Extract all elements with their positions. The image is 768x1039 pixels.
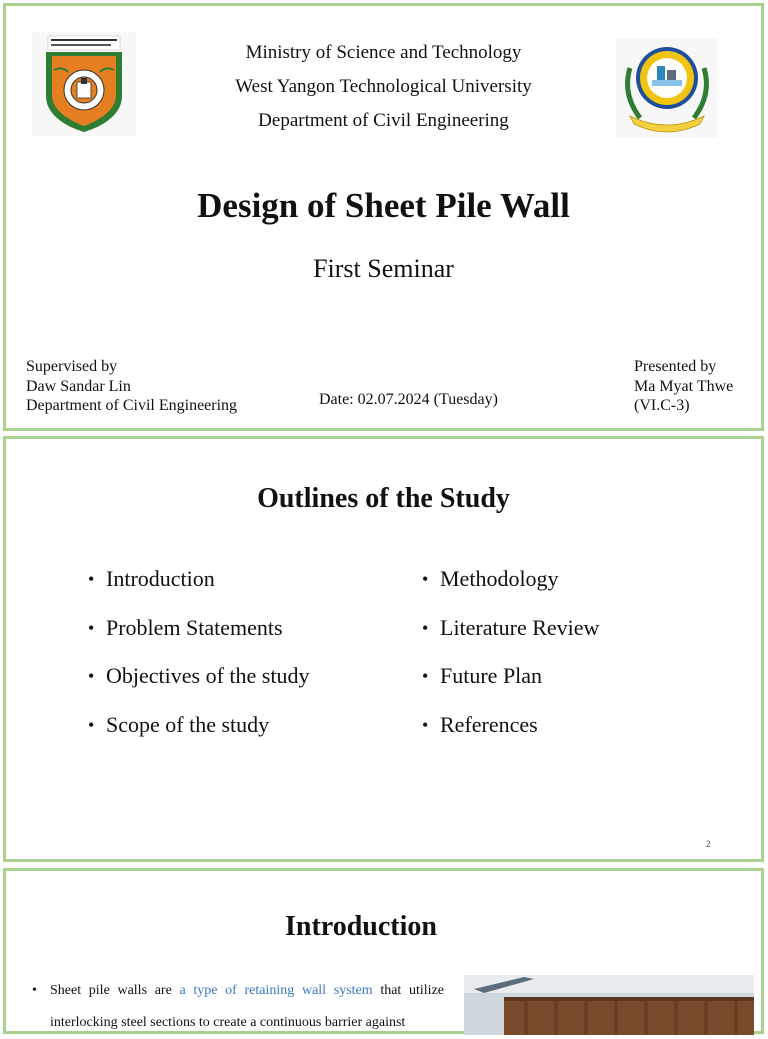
introduction-paragraph: Sheet pile walls are a type of retaining wall system that utilize interlocking steel sections to create a continuous barrier against	[50, 983, 444, 1030]
supervisor-label: Supervised by	[26, 358, 118, 375]
ministry-line: Ministry of Science and Technology	[245, 42, 522, 63]
presentation-subtitle: First Seminar	[313, 254, 454, 283]
slide-page-number: 2	[706, 839, 711, 849]
department-line: Department of Civil Engineering	[258, 110, 509, 131]
outline-slide	[3, 436, 764, 862]
outline-item: • Objectives of the study	[88, 663, 310, 689]
supervisor-block	[26, 357, 237, 416]
outline-item: • Problem Statements	[88, 614, 283, 640]
bullet-icon: •	[88, 569, 95, 589]
bullet-icon: •	[88, 617, 95, 638]
sheet-pile-wall-photo	[464, 975, 754, 1035]
seminar-date: Date: 02.07.2024 (Tuesday)	[319, 391, 498, 408]
outline-item: • References	[422, 711, 538, 737]
university-line: West Yangon Technological University	[235, 76, 532, 97]
introduction-title: Introduction	[285, 911, 437, 942]
presenter-roll: (VI.C-3)	[634, 397, 690, 414]
outline-item: • Future Plan	[422, 663, 543, 689]
introduction-bullet	[32, 975, 444, 1039]
presenter-name: Ma Myat Thwe	[634, 377, 734, 395]
outline-item: • Literature Review	[422, 614, 600, 640]
outline-item: • Methodology	[422, 566, 559, 591]
bullet-icon: •	[422, 569, 429, 589]
bullet-icon: •	[32, 983, 37, 998]
bullet-icon: •	[422, 714, 429, 735]
supervisor-name: Daw Sandar Lin	[26, 377, 131, 395]
presenter-label: Presented by	[634, 358, 717, 375]
bullet-icon: •	[422, 666, 429, 687]
title-slide	[3, 3, 764, 431]
outline-left-column	[88, 565, 309, 759]
presentation-title: Design of Sheet Pile Wall	[197, 186, 570, 225]
outline-item: • Scope of the study	[88, 711, 270, 737]
outline-right-column	[422, 565, 599, 759]
bullet-icon: •	[88, 714, 95, 735]
introduction-slide	[3, 868, 764, 1034]
bullet-icon: •	[88, 666, 95, 687]
bullet-icon: •	[422, 617, 429, 638]
supervisor-department: Department of Civil Engineering	[26, 397, 238, 414]
department-emblem-logo	[616, 38, 718, 138]
presenter-block	[634, 357, 733, 416]
outline-item: • Introduction	[88, 566, 215, 591]
outline-title: Outlines of the Study	[257, 483, 510, 514]
retaining-wall-link[interactable]: a type of retaining wall system	[179, 983, 373, 998]
